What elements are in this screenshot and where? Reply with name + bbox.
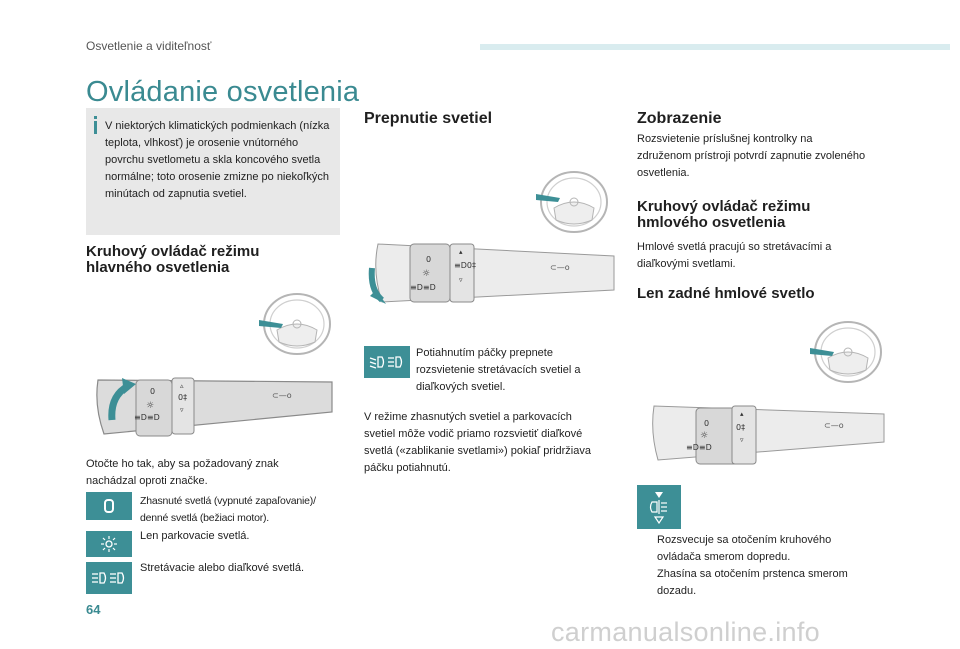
steering-wheel-illustration-3: [806, 318, 886, 390]
svg-text:▵: ▵: [180, 382, 184, 390]
svg-text:⊂—o: ⊂—o: [272, 391, 292, 400]
header-accent-bar: [480, 44, 950, 50]
steering-wheel-illustration-2: [532, 168, 612, 240]
parking-lights-description: Len parkovacie svetlá.: [140, 530, 250, 542]
main-lighting-instruction: Otočte ho tak, aby sa požadovaný znak nachádzal oproti značke.: [86, 458, 279, 487]
svg-text:▿: ▿: [740, 436, 744, 444]
lights-off-description: Zhasnuté svetlá (vypnuté zapaľovanie)/ denné svetlá (bežiaci motor).: [140, 495, 316, 524]
svg-text:▿: ▿: [180, 406, 184, 414]
info-icon: [92, 116, 106, 134]
info-note-text: V niektorých klimatických podmienkach (nízka teplota, vlhkosť) je orosenie vnútorného povrchu svetlometu a skla koncového svetla normálne; toto orosenie zmizne po niekoľkých minútach od zapnutia svetiel.: [105, 120, 330, 200]
lighting-stalk-illustration: [92, 362, 338, 452]
steering-wheel-illustration: [255, 290, 335, 362]
svg-text:⊂—o: ⊂—o: [824, 421, 844, 430]
switching-stalk-illustration: [364, 238, 618, 310]
info-note-box: [86, 108, 340, 235]
svg-text:☼: ☼: [422, 269, 431, 279]
section-title: Osvetlenie a viditeľnosť: [86, 39, 212, 53]
fog-stalk-illustration: [648, 392, 888, 468]
display-text: Rozsvietenie príslušnej kontrolky na združenom prístroji potvrdí zapnutie zvoleného osvetlenia.: [637, 133, 866, 179]
svg-text:▴: ▴: [459, 248, 463, 256]
watermark: carmanualsonline.info: [551, 617, 820, 647]
svg-text:≡D≡D: ≡D≡D: [410, 283, 436, 292]
headlamp-flash-text: V režime zhasnutých svetiel a parkovacích svetiel môže vodič priamo rozsvietiť diaľkové svetlá («zablikanie svetlami») pokiaľ pridržiava páčku potiahnutú.: [364, 411, 591, 474]
list-item: Rozsvecuje sa otočením kruhového ovládača smerom dopredu.: [657, 534, 832, 563]
rear-fog-icon: [637, 485, 681, 529]
page-title: Ovládanie osvetlenia: [86, 76, 360, 108]
svg-text:≡D≡D: ≡D≡D: [686, 443, 712, 452]
svg-text:▴: ▴: [740, 410, 744, 418]
rear-fog-instructions: [637, 532, 848, 600]
list-item: Zhasína sa otočením prstenca smerom dozadu.: [657, 568, 848, 597]
parking-lights-icon: [86, 531, 132, 557]
beam-lights-description: Stretávacie alebo diaľkové svetlá.: [140, 562, 305, 574]
svg-text:☼: ☼: [146, 401, 155, 411]
page-number: 64: [86, 602, 101, 617]
fog-lighting-heading: Kruhový ovládač režimu hmlového osvetlenia: [637, 198, 811, 231]
beam-switch-description: Potiahnutím páčky prepnete rozsvietenie stretávacích svetiel a diaľkových svetiel.: [416, 347, 581, 393]
dipped-main-beam-icon: [86, 562, 132, 594]
lights-off-icon: [86, 492, 132, 520]
display-heading: Zobrazenie: [637, 110, 722, 127]
svg-text:≡D≡D: ≡D≡D: [134, 413, 160, 422]
svg-text:▿: ▿: [459, 276, 463, 284]
fog-lighting-text: Hmlové svetlá pracujú so stretávacími a diaľkovými svetlami.: [637, 241, 832, 270]
svg-text:0: 0: [704, 419, 710, 428]
switching-heading: Prepnutie svetiel: [364, 110, 493, 127]
svg-text:0: 0: [426, 255, 432, 264]
svg-text:⊂—o: ⊂—o: [550, 263, 570, 272]
svg-text:≡D0‡: ≡D0‡: [454, 261, 476, 270]
beam-switch-icon: [364, 346, 410, 378]
main-lighting-heading: Kruhový ovládač režimu hlavného osvetlenia: [86, 243, 260, 276]
svg-text:☼: ☼: [700, 431, 709, 441]
svg-text:0‡: 0‡: [178, 393, 188, 402]
svg-text:0: 0: [150, 387, 156, 396]
rear-fog-heading: Len zadné hmlové svetlo: [637, 285, 815, 302]
svg-text:0‡: 0‡: [736, 423, 746, 432]
